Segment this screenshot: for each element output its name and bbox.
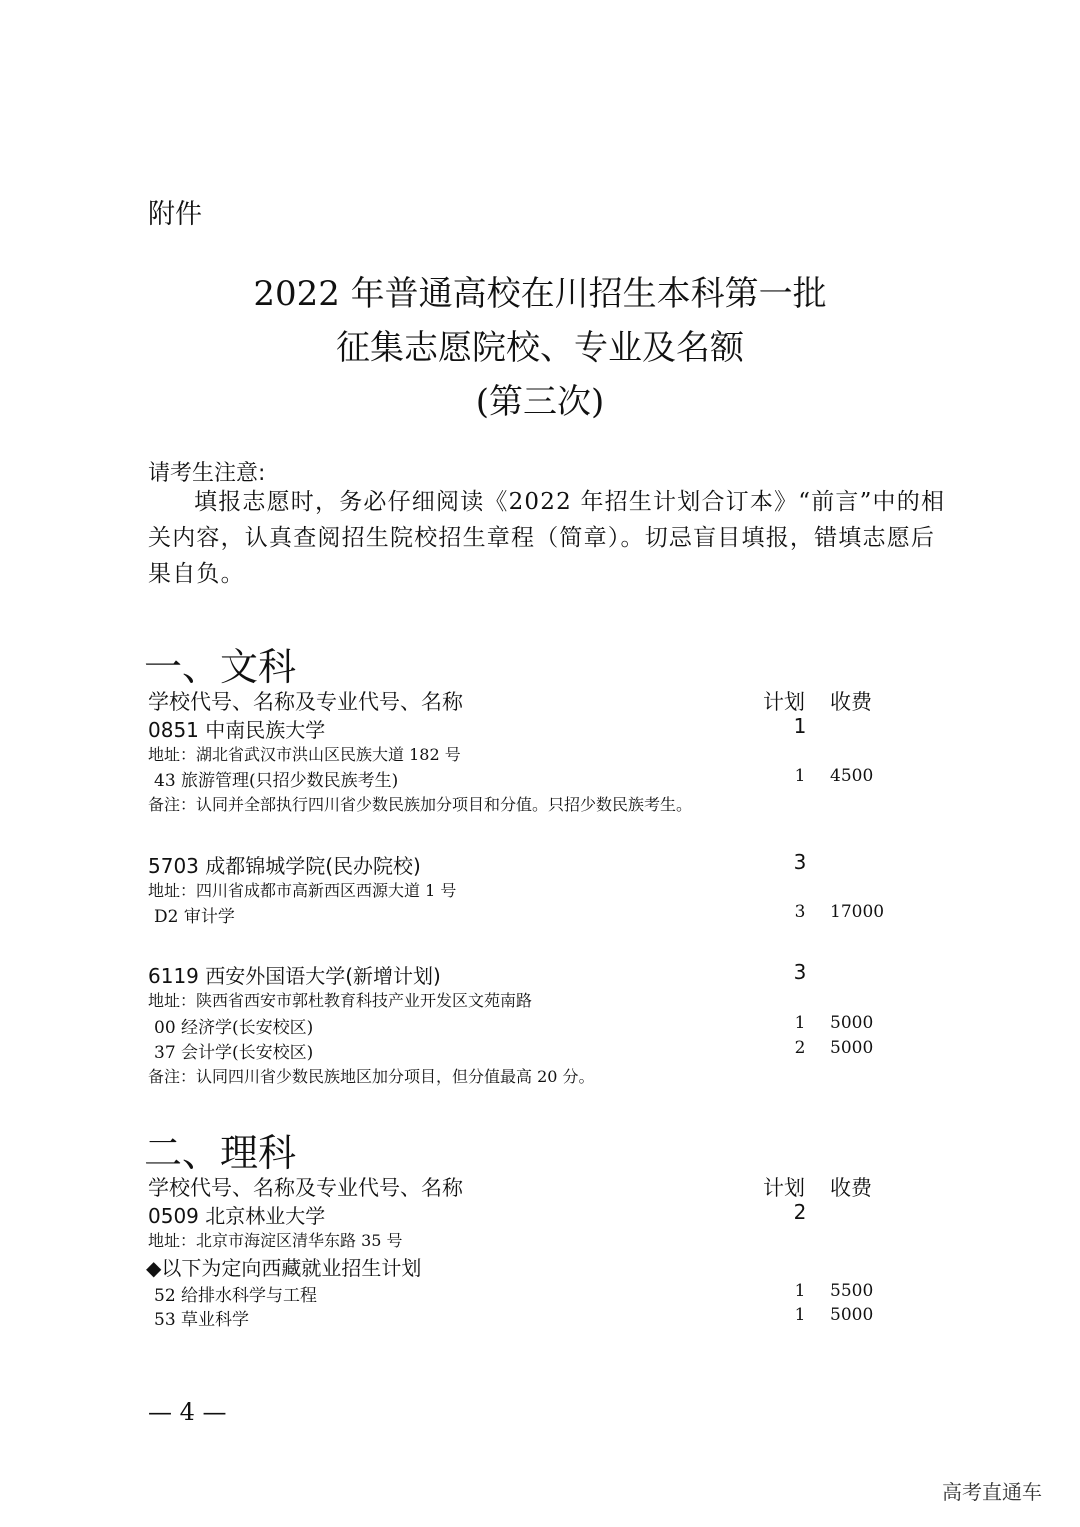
school-note: 备注：认同四川省少数民族地区加分项目，但分值最高 20 分。 (148, 1067, 595, 1086)
section-heading-arts: 一、文科 (144, 645, 297, 689)
school-plan: 3 (793, 850, 807, 874)
title-line-3: (第三次) (475, 382, 605, 422)
title-line-2: 征集志愿院校、专业及名额 (336, 328, 744, 368)
table-header-fee: 收费 (830, 690, 872, 714)
notice-label: 请考生注意: (148, 461, 266, 486)
major-name: 53 草业科学 (154, 1310, 250, 1330)
major-fee: 5000 (830, 1013, 874, 1033)
table-header-fee: 收费 (830, 1176, 872, 1200)
major-plan: 1 (794, 1305, 806, 1325)
notice-body: 填报志愿时，务必仔细阅读《2022 年招生计划合订本》“前言”中的相关内容，认真查阅招生院校招生章程（简章）。切忌盲目填报，错填志愿后果自负。 (148, 489, 946, 587)
watermark: 高考直通车 (942, 1480, 1042, 1504)
school-plan: 1 (793, 714, 807, 738)
school-address: 地址：北京市海淀区清华东路 35 号 (148, 1231, 403, 1250)
major-name: D2 审计学 (154, 907, 235, 927)
major-name: 00 经济学(长安校区) (154, 1018, 314, 1038)
table-header-name: 学校代号、名称及专业代号、名称 (148, 1176, 463, 1200)
table-header-plan: 计划 (763, 690, 805, 714)
major-fee: 5500 (830, 1281, 874, 1301)
major-fee: 5000 (830, 1305, 874, 1325)
section-heading-science: 二、理科 (144, 1131, 297, 1175)
school-name: 0851 中南民族大学 (148, 718, 326, 742)
major-plan: 1 (794, 1281, 806, 1301)
school-address: 地址：陕西省西安市郭杜教育科技产业开发区文苑南路 (148, 991, 533, 1010)
attachment-label: 附件 (148, 199, 202, 230)
major-plan: 3 (794, 902, 806, 922)
major-fee: 4500 (830, 766, 874, 786)
school-address: 地址：四川省成都市高新西区西源大道 1 号 (148, 881, 457, 900)
major-name: 52 给排水科学与工程 (154, 1286, 318, 1306)
major-plan: 1 (794, 766, 806, 786)
school-plan: 2 (793, 1200, 807, 1224)
major-name: 37 会计学(长安校区) (154, 1043, 314, 1063)
title-line-1: 2022 年普通高校在川招生本科第一批 (253, 274, 827, 314)
school-note: 备注：认同并全部执行四川省少数民族加分项目和分值。只招少数民族考生。 (148, 795, 693, 814)
table-header-name: 学校代号、名称及专业代号、名称 (148, 690, 463, 714)
school-address: 地址：湖北省武汉市洪山区民族大道 182 号 (148, 745, 461, 764)
school-name: 6119 西安外国语大学(新增计划) (148, 964, 441, 988)
table-header-plan: 计划 (763, 1176, 805, 1200)
page-number: — 4 — (148, 1398, 227, 1426)
major-fee: 17000 (830, 902, 885, 922)
major-name: 43 旅游管理(只招少数民族考生) (154, 771, 399, 791)
major-plan: 2 (794, 1038, 806, 1058)
major-plan: 1 (794, 1013, 806, 1033)
plan-subheading: ◆以下为定向西藏就业招生计划 (146, 1256, 422, 1280)
major-fee: 5000 (830, 1038, 874, 1058)
school-plan: 3 (793, 960, 807, 984)
school-name: 0509 北京林业大学 (148, 1204, 326, 1228)
school-name: 5703 成都锦城学院(民办院校) (148, 854, 421, 878)
